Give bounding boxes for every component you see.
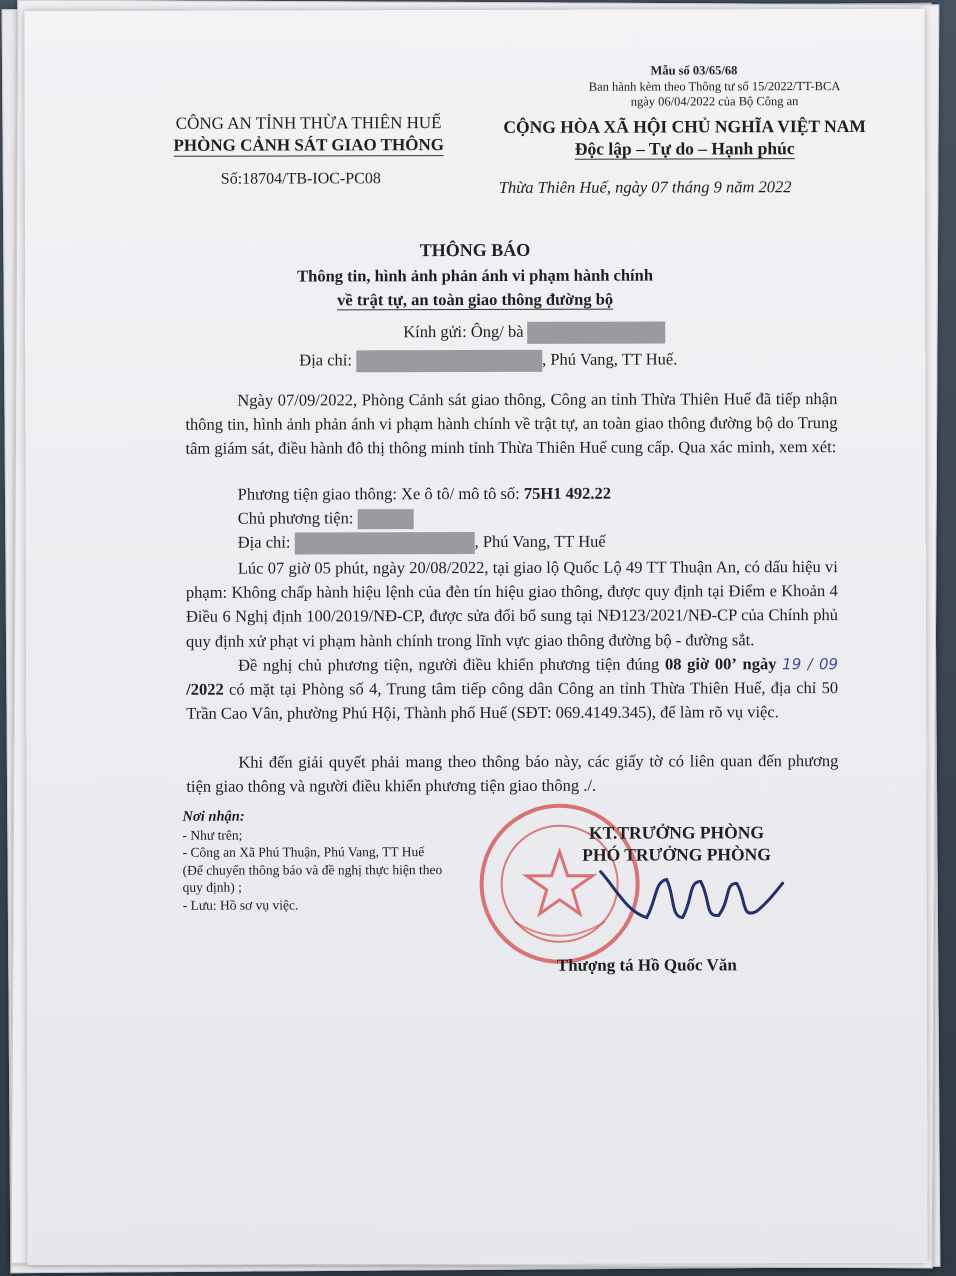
appointment-year: /2022	[186, 679, 224, 699]
handwritten-date: 19 / 09	[782, 655, 839, 674]
addressee-address-line	[299, 349, 677, 372]
form-number: Mẫu số 03/65/68	[650, 63, 738, 78]
address-label: Địa chỉ:	[299, 350, 353, 370]
paragraph-request	[186, 652, 838, 726]
redacted-owner	[358, 509, 414, 529]
doc-title: THÔNG BÁO	[419, 239, 531, 261]
agency-line-1: CÔNG AN TỈNH THỪA THIÊN HUẾ	[175, 113, 442, 133]
owner-line	[238, 508, 414, 530]
addressee-line	[403, 322, 665, 345]
recipient-item: - Như trên;	[182, 827, 243, 843]
redacted-name	[528, 322, 666, 344]
vehicle-plate: 75H1 492.22	[523, 483, 611, 503]
vehicle-line	[238, 484, 611, 505]
recipient-item: - Công an Xã Phú Thuận, Phú Vang, TT Huế	[182, 844, 425, 860]
owner-address-tail: , Phú Vang, TT Huế	[474, 531, 606, 552]
recipient-item: (Để chuyển thông báo và đề nghị thực hiện theo	[182, 861, 443, 878]
signer-title-2: PHÓ TRƯỞNG PHÒNG	[582, 844, 771, 865]
redacted-owner-address	[295, 532, 475, 554]
document-page	[24, 9, 927, 1265]
signature-icon	[597, 859, 787, 929]
owner-address-line	[238, 532, 606, 555]
owner-address-label: Địa chỉ:	[237, 532, 291, 552]
paragraph-violation: Lúc 07 giờ 05 phút, ngày 20/08/2022, tại giao lộ Quốc Lộ 49 TT Thuận An, có dấu hiệu vi phạm: Không chấp hành hiệu lệnh của đèn tín hiệu giao thông, được quy định tại Điểm e Khoản 4 Điều 6 Nghị định 100/2019/NĐ-CP, được sửa đổi bổ sung tại NĐ123/2021/NĐ-CP của Chính phủ quy định xử phạt vi phạm hành chính trong lĩnh vực giao thông đường bộ - đường sắt.	[185, 557, 838, 651]
republic-line-1: CỘNG HÒA XÃ HỘI CHỦ NGHĨA VIỆT NAM	[503, 115, 866, 137]
addressee-label: Kính gửi: Ông/ bà	[403, 321, 524, 342]
agency-block	[163, 112, 455, 157]
form-note	[565, 79, 865, 110]
agency-line-2: PHÒNG CẢNH SÁT GIAO THÔNG	[173, 135, 444, 155]
recipients-heading: Nơi nhận:	[182, 808, 245, 825]
recipient-item: quy định) ;	[182, 879, 242, 895]
request-text-2: có mặt tại Phòng số 4, Trung tâm tiếp công dân Công an tỉnh Thừa Thiên Huế, địa chỉ 50 Trần Cao Vân, phường Phú Hội, Thành phố Huế (SĐT: 069.4149.345), để làm rõ vụ việc.	[186, 678, 839, 724]
recipients-block	[182, 808, 442, 914]
form-note-line-2: ngày 06/04/2022 của Bộ Công an	[630, 94, 799, 109]
republic-block	[495, 115, 875, 160]
signer-title-1: KT.TRƯỞNG PHÒNG	[588, 822, 765, 843]
republic-motto: Độc lập – Tự do – Hạnh phúc	[574, 138, 795, 159]
redacted-address	[356, 350, 542, 372]
signer-name: Thượng tá Hồ Quốc Văn	[556, 955, 737, 975]
recipient-item: - Lưu: Hồ sơ vụ việc.	[182, 896, 299, 913]
request-text: Đề nghị chủ phương tiện, người điều khiển phương tiện đúng	[238, 654, 665, 675]
document-number: Số:18704/TB-IOC-PC08	[220, 170, 381, 188]
appointment-ngay: ngày	[742, 654, 777, 674]
doc-subtitle-1: Thông tin, hình ảnh phản ánh vi phạm hành chính	[297, 265, 654, 286]
paragraph-closing: Khi đến giải quyết phải mang theo thông báo này, các giấy tờ có liên quan đến phương tiện giao thông và người điều khiển phương tiện giao thông ./.	[186, 751, 839, 796]
vehicle-label: Phương tiện giao thông: Xe ô tô/ mô tô số:	[237, 483, 524, 504]
address-tail: , Phú Vang, TT Huế.	[542, 349, 678, 369]
doc-subtitle-2: về trật tự, an toàn giao thông đường bộ	[337, 289, 614, 310]
paragraph-intro: Ngày 07/09/2022, Phòng Cảnh sát giao thông, Công an tỉnh Thừa Thiên Huế đã tiếp nhận thông tin, hình ảnh phản ánh vi phạm hành chính về trật tự, an toàn giao thông đường bộ do Trung tâm giám sát, điều hành đô thị thông minh tỉnh Thừa Thiên Huế cung cấp. Qua xác minh, xem xét:	[185, 389, 838, 459]
date-line: Thừa Thiên Huế, ngày 07 tháng 9 năm 2022	[498, 177, 792, 197]
owner-label: Chủ phương tiện:	[237, 508, 354, 528]
appointment-time: 08 giờ 00’	[664, 654, 737, 674]
form-note-line-1: Ban hành kèm theo Thông tư số 15/2022/TT-BCA	[588, 79, 841, 94]
